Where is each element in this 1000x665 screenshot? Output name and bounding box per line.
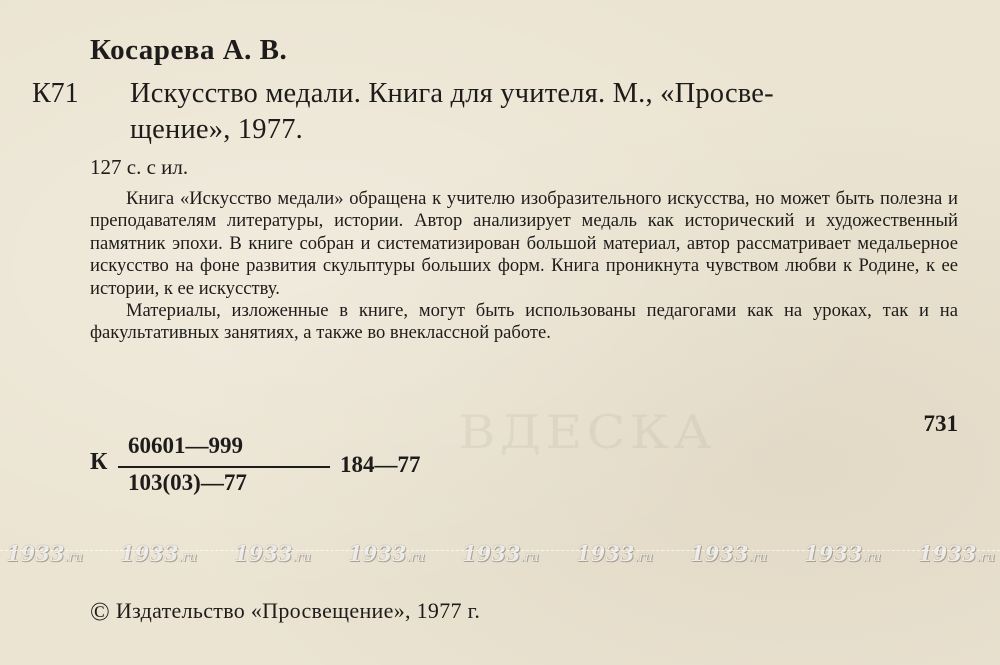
watermark-logo-text: 1933 bbox=[234, 540, 293, 566]
book-title-line-1: Искусство медали. Книга для учителя. М., «Просве- bbox=[130, 78, 774, 109]
watermark-logo-suffix: .ru bbox=[976, 549, 996, 565]
watermark-logo-text: 1933 bbox=[576, 540, 635, 566]
publisher-line bbox=[90, 597, 480, 627]
watermark-logo-text: 1933 bbox=[690, 540, 749, 566]
udc-number: 731 bbox=[923, 411, 958, 436]
watermark-strip bbox=[0, 536, 1000, 570]
watermark-logo-suffix: .ru bbox=[748, 549, 768, 565]
watermark-logo-text: 1933 bbox=[918, 540, 977, 566]
watermark-logo-suffix: .ru bbox=[64, 549, 84, 565]
index-numerator: 60601—999 bbox=[128, 433, 243, 458]
author-name: Косарева А. В. bbox=[90, 34, 288, 66]
index-prefix: К bbox=[90, 449, 108, 475]
watermark-logo-suffix: .ru bbox=[520, 549, 540, 565]
watermark-logo-text: 1933 bbox=[6, 540, 65, 566]
publisher-text: Издательство «Просвещение», 1977 г. bbox=[115, 598, 481, 623]
index-denominator: 103(03)—77 bbox=[128, 470, 247, 495]
watermark-logo-text: 1933 bbox=[120, 540, 179, 566]
page-count: 127 с. с ил. bbox=[90, 155, 189, 179]
watermark-dashes bbox=[0, 550, 1000, 555]
watermark-logo-suffix: .ru bbox=[406, 549, 426, 565]
fraction-line bbox=[118, 466, 330, 468]
watermark-logo-text: 1933 bbox=[462, 540, 521, 566]
watermark-logo-suffix: .ru bbox=[178, 549, 198, 565]
index-side: 184—77 bbox=[340, 452, 421, 477]
watermark-logo-text: 1933 bbox=[804, 540, 863, 566]
watermark-logo-suffix: .ru bbox=[292, 549, 312, 565]
annotation-paragraph-1: Книга «Искусство медали» обращена к учителю изобразительного искусства, но может быть полезна и преподавателям литературы, истории. Автор анализирует медаль как исторический и художественный памятник эпохи. В книге собран и систематизирован большой материал, автор рассматривает медальерное искусство на фоне развития скульптуры больших форм. Книга проникнута чувством любви к Родине, к ее истории, к ее искусству. bbox=[90, 188, 958, 299]
copyright-icon: © bbox=[90, 597, 111, 626]
annotation bbox=[90, 188, 958, 345]
annotation-paragraph-2: Материалы, изложенные в книге, могут быть использованы педагогами как на уроках, так и на факультативных занятиях, а также во внеклассной работе. bbox=[90, 300, 958, 344]
book-title-line-2: щение», 1977. bbox=[130, 114, 303, 145]
watermark-logo-text: 1933 bbox=[348, 540, 407, 566]
watermark-logo-suffix: .ru bbox=[862, 549, 882, 565]
bleed-through-text: ВДЕСКА bbox=[458, 405, 717, 459]
classification-code: К71 bbox=[32, 78, 79, 109]
watermark-logo-suffix: .ru bbox=[634, 549, 654, 565]
